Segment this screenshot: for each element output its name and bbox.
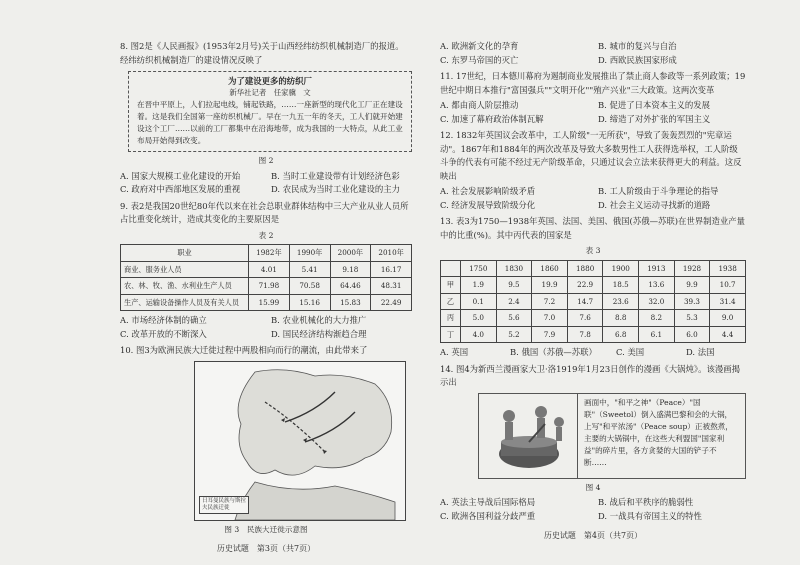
table-cell: 16.17 [371,261,412,278]
option-c[interactable]: C. 欧洲各国利益分歧严重 [440,510,536,521]
table-header: 1860 [532,260,568,277]
option-d[interactable]: D. 农民成为当时工业化建设的主力 [271,184,400,194]
option-a[interactable]: A. 社会发展影响阶级矛盾 [440,186,536,196]
table-header: 2000年 [330,245,371,262]
article-byline: 新华社记者 任家骥 文 [229,88,311,97]
option-b[interactable]: B. 工人阶级由于斗争理论的指导 [598,186,719,196]
figure-3-caption: 图 3 民族大迁徙示意图 [224,524,308,534]
table-cell: 39.3 [674,293,710,310]
question-10-stem: 10. 图3为欧洲民族大迁徙过程中两股相向而行的潮流，由此带来了 [120,345,368,355]
table-cell: 5.6 [496,310,532,327]
cartoon-description: 画面中，"和平之神"（Peace）"国联"（Sweetol）倒入盛满巴黎和会的大锅，上写"和平浓汤"（Peace soup）正被熬煮，主要的大锅锅中，在这些大利盟国"国家利益"的碎片里，各方贪婪的大国的铲子不断…… [584,397,733,467]
table-row [441,293,746,310]
table-cell: 71.98 [249,278,290,295]
table-cell: 7.0 [532,310,568,327]
article-title: 为了建设更多的纺织厂 [228,76,312,86]
table-cell: 8.2 [639,310,675,327]
migration-map [194,361,406,521]
option-c[interactable]: C. 经济发展导致阶级分化 [440,199,536,210]
figure-4-caption: 图 4 [585,482,601,492]
option-c[interactable]: C. 改革开放的不断深入 [120,328,207,339]
table-cell: 1.9 [461,277,497,294]
table-cell: 10.7 [710,277,746,294]
left-page [120,40,412,556]
table-header: 1913 [639,260,675,277]
table-header: 1938 [710,260,746,277]
option-a[interactable]: A. 欧洲新文化的孕育 [440,41,519,51]
page-footer-right: 历史试题 第4页（共7页） [543,531,643,540]
table-header-row [121,245,412,262]
table-header-row [441,260,746,277]
table-row [441,326,746,343]
option-d[interactable]: D. 西欧民族国家形成 [598,54,677,65]
table-cell: 丁 [441,326,461,343]
table-cell: 4.0 [461,326,497,343]
table-row [441,310,746,327]
option-a[interactable]: A. 市场经济体制的确立 [120,315,207,325]
table-row [121,278,412,295]
question-11-stem: 11. 17世纪，日本德川幕府为遏制商业发展推出了禁止商人参政等一系列政策；19世纪中期日本推行"富国强兵""文明开化""殖产兴业"三大政策。这两次变革 [440,71,746,95]
table-cell: 7.9 [532,326,568,343]
table-cell: 8.8 [603,310,639,327]
question-9-stem: 9. 表2是我国20世纪80年代以来在社会总职业群体结构中三大产业从业人员所占比重变化统计，造成其变化的主要原因是 [120,200,409,224]
table-cell: 6.0 [674,326,710,343]
table-3-caption: 表 3 [585,246,601,255]
table-cell: 9.0 [710,310,746,327]
question-12-options [440,185,746,212]
table-cell: 2.4 [496,293,532,310]
table-cell: 生产、运输设备操作人员及有关人员 [121,294,249,311]
option-d[interactable]: D. 法国 [686,347,715,357]
table-header: 1830 [496,260,532,277]
option-b[interactable]: B. 城市的复兴与自治 [598,41,677,51]
table-cell: 6.1 [639,326,675,343]
table-header: 1750 [461,260,497,277]
option-c[interactable]: C. 美国 [616,347,645,357]
table-cell: 23.6 [603,293,639,310]
option-d[interactable]: D. 社会主义运动寻找新的道路 [598,199,711,210]
option-c[interactable]: C. 东罗马帝国的灭亡 [440,54,519,65]
table-cell: 7.8 [567,326,603,343]
cartoon-figure [478,393,746,479]
table-cell: 14.7 [567,293,603,310]
table-cell: 4.4 [710,326,746,343]
table-cell: 6.8 [603,326,639,343]
table-cell: 商业、服务业人员 [121,261,249,278]
table-header: 职业 [121,245,249,262]
table-cell: 丙 [441,310,461,327]
page-footer-left: 历史试题 第3页（共7页） [216,544,316,553]
table-cell: 9.5 [496,277,532,294]
option-a[interactable]: A. 都由商人阶层推动 [440,100,519,110]
option-d[interactable]: D. 缔造了对外扩张的军国主义 [598,113,711,124]
newspaper-excerpt [128,71,412,152]
option-b[interactable]: B. 当时工业建设带有计划经济色彩 [271,170,400,181]
table-2-caption: 表 2 [258,230,274,240]
table-cell: 15.99 [249,294,290,311]
option-d[interactable]: D. 一战具有帝国主义的特性 [598,510,702,521]
table-header: 1928 [674,260,710,277]
table-row [121,261,412,278]
table-cell: 15.16 [289,294,330,311]
cartoon-image [479,394,578,478]
question-13-stem: 13. 表3为1750—1938年英国、法国、美国、俄国(苏俄—苏联)在世界制造业产量中的比重(%)。其中丙代表的国家是 [440,216,745,240]
option-a[interactable]: A. 国家大规模工业化建设的开始 [120,170,241,181]
table-cell: 18.5 [603,277,639,294]
question-8-stem: 8. 图2是《人民画报》(1953年2月号)关于山西经纬纺织机械制造厂的报道。经纬纺织机械制造厂的建设情况反映了 [120,41,404,65]
article-body: 在晋中平原上，人们拉起电线，铺起铁路，……一座新型的现代化工厂正在建设着。这是我们全国第一座纺织机械厂。早在一九五一年的冬天，工人们就开始建设这个工厂……以前的工厂都集中在沿海地带，成为我国的一大特点，从此工业布局开始得到改变。 [137,100,403,145]
table-cell: 32.0 [639,293,675,310]
option-d[interactable]: D. 国民经济结构渐趋合理 [271,328,367,339]
table-header: 2010年 [371,245,412,262]
table-cell: 13.6 [639,277,675,294]
table-cell: 48.31 [371,278,412,295]
table-cell: 9.18 [330,261,371,278]
option-c[interactable]: C. 加速了幕府政治体制瓦解 [440,113,544,124]
table-cell: 4.01 [249,261,290,278]
table-3 [440,260,746,344]
option-b[interactable]: B. 促进了日本资本主义的发展 [598,100,710,110]
table-header: 1982年 [249,245,290,262]
table-cell: 22.9 [567,277,603,294]
table-cell: 70.58 [289,278,330,295]
question-8-options [120,170,412,197]
table-cell: 5.3 [674,310,710,327]
option-b[interactable]: B. 俄国（苏俄—苏联） [510,347,597,357]
question-13-options [440,346,746,360]
table-cell: 5.2 [496,326,532,343]
table-cell: 5.0 [461,310,497,327]
question-9-options [120,314,412,341]
question-14-options [440,496,746,523]
option-a[interactable]: A. 英法主导战后国际格局 [440,497,536,507]
table-cell: 乙 [441,293,461,310]
table-cell: 农、林、牧、渔、水利业生产人员 [121,278,249,295]
table-cell: 7.2 [532,293,568,310]
table-header: 1990年 [289,245,330,262]
option-b[interactable]: B. 农业机械化的大力推广 [271,315,367,325]
table-cell: 64.46 [330,278,371,295]
table-row [441,277,746,294]
table-cell: 7.6 [567,310,603,327]
table-cell: 15.83 [330,294,371,311]
right-page [440,40,746,543]
table-cell: 31.4 [710,293,746,310]
table-cell: 0.1 [461,293,497,310]
table-row [121,294,412,311]
question-10-options [440,40,746,67]
cartoon-drawing [479,394,577,478]
option-c[interactable]: C. 政府对中西部地区发展的重视 [120,184,241,194]
table-cell: 22.49 [371,294,412,311]
figure-2-caption: 图 2 [258,156,274,165]
table-header [441,260,461,277]
table-header: 1880 [567,260,603,277]
table-cell: 9.9 [674,277,710,294]
question-14-stem: 14. 图4为新西兰漫画家大卫·洛1919年1月23日创作的漫画《大锅炖》。该漫画揭示出 [440,363,740,387]
question-11-options [440,99,746,126]
option-b[interactable]: B. 战后和平秩序的脆弱性 [598,497,694,507]
table-2 [120,244,412,311]
table-cell: 19.9 [532,277,568,294]
question-12-stem: 12. 1832年英国议会改革中，工人阶级"一无所获"，导致了轰轰烈烈的"宪章运动"。1867年和1884年的两次改革及导致大多数男性工人获得选举权，工人阶级斗争的代表有可能不经过无产阶级革命，只通过议会立法来获得更大的利益。这反映出 [440,130,742,181]
option-a[interactable]: A. 英国 [440,347,469,357]
table-header: 1900 [603,260,639,277]
table-cell: 5.41 [289,261,330,278]
map-legend: 日耳曼民族与斯拉夫民族迁徙 [199,496,249,514]
table-cell: 甲 [441,277,461,294]
